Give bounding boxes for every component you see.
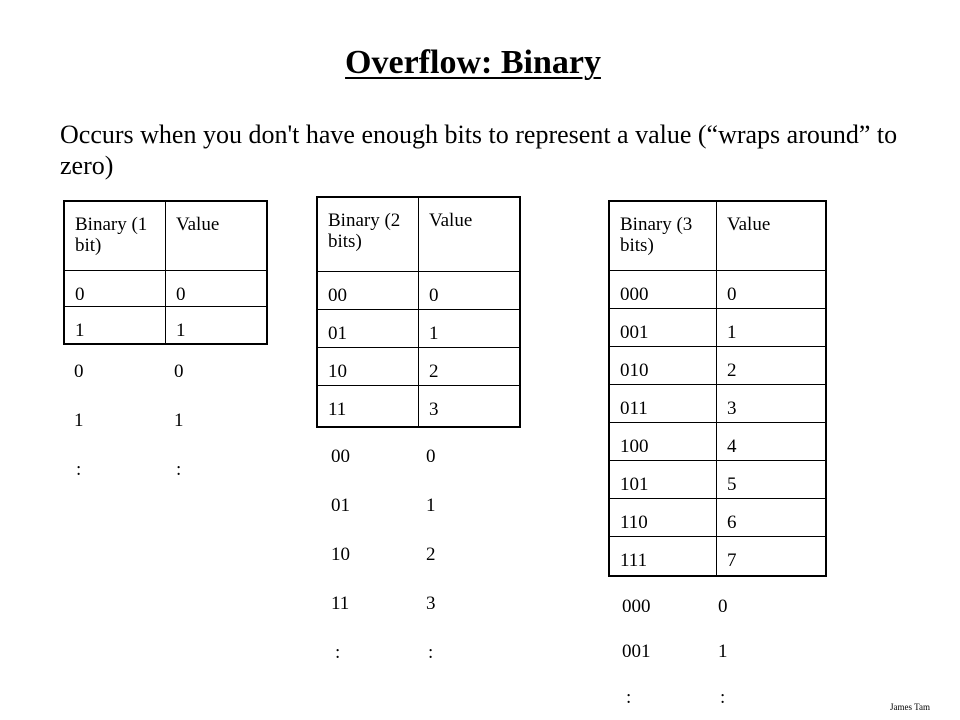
table-cell-value: 2 [717,346,827,384]
table-cell-binary: 111 [609,536,717,576]
sequence-binary: : [335,642,341,663]
table-header-value: Value [166,201,268,270]
table-cell-value: 3 [717,384,827,422]
sequence-value: 1 [174,410,184,431]
slide-title [0,44,946,82]
table-cell-binary: 10 [317,347,419,385]
table-cell-binary: 001 [609,308,717,346]
sequence-value: : [176,459,182,480]
slide-title-text: Overflow: Binary [345,44,601,81]
sequence-binary: 00 [331,446,350,467]
sequence-binary: : [76,459,82,480]
sequence-binary: 01 [331,495,350,516]
table-cell-binary: 011 [609,384,717,422]
table-cell-binary: 101 [609,460,717,498]
table-cell-value: 1 [166,306,268,344]
table-3-bits [608,200,827,577]
table-header-binary: Binary (1 bit) [64,201,166,270]
sequence-value: 1 [426,495,436,516]
table-cell-value: 0 [717,270,827,308]
sequence-value: 3 [426,593,436,614]
sequence-binary: 001 [622,641,651,662]
table-header-binary: Binary (2 bits) [317,197,419,271]
sequence-binary: 1 [74,410,84,431]
table-cell-value: 3 [419,385,521,427]
table-header-value: Value [717,201,827,270]
author-credit: James Tam [890,702,930,712]
table-cell-binary: 110 [609,498,717,536]
table-cell-value: 4 [717,422,827,460]
sequence-binary: 0 [74,361,84,382]
table-cell-binary: 010 [609,346,717,384]
table-cell-binary: 0 [64,270,166,306]
table-cell-binary: 01 [317,309,419,347]
table-2-bits [316,196,521,428]
table-1-bit [63,200,268,345]
table-cell-value: 7 [717,536,827,576]
sequence-value: 2 [426,544,436,565]
slide-description: Occurs when you don't have enough bits to represent a value (“wraps around” to zero) [60,120,898,180]
table-cell-binary: 00 [317,271,419,309]
table-cell-binary: 11 [317,385,419,427]
sequence-binary: : [626,687,632,708]
table-cell-binary: 1 [64,306,166,344]
table-cell-binary: 000 [609,270,717,308]
sequence-value: 1 [718,641,728,662]
sequence-binary: 11 [331,593,350,614]
table-cell-value: 6 [717,498,827,536]
table-cell-value: 0 [166,270,268,306]
sequence-value: 0 [426,446,436,467]
table-cell-value: 0 [419,271,521,309]
sequence-binary: 000 [622,596,651,617]
sequence-value: : [720,687,726,708]
table-cell-value: 5 [717,460,827,498]
sequence-binary: 10 [331,544,350,565]
table-cell-value: 2 [419,347,521,385]
table-header-value: Value [419,197,521,271]
sequence-value: : [428,642,434,663]
table-header-binary: Binary (3 bits) [609,201,717,270]
table-cell-binary: 100 [609,422,717,460]
table-cell-value: 1 [419,309,521,347]
sequence-value: 0 [718,596,728,617]
sequence-value: 0 [174,361,184,382]
table-cell-value: 1 [717,308,827,346]
